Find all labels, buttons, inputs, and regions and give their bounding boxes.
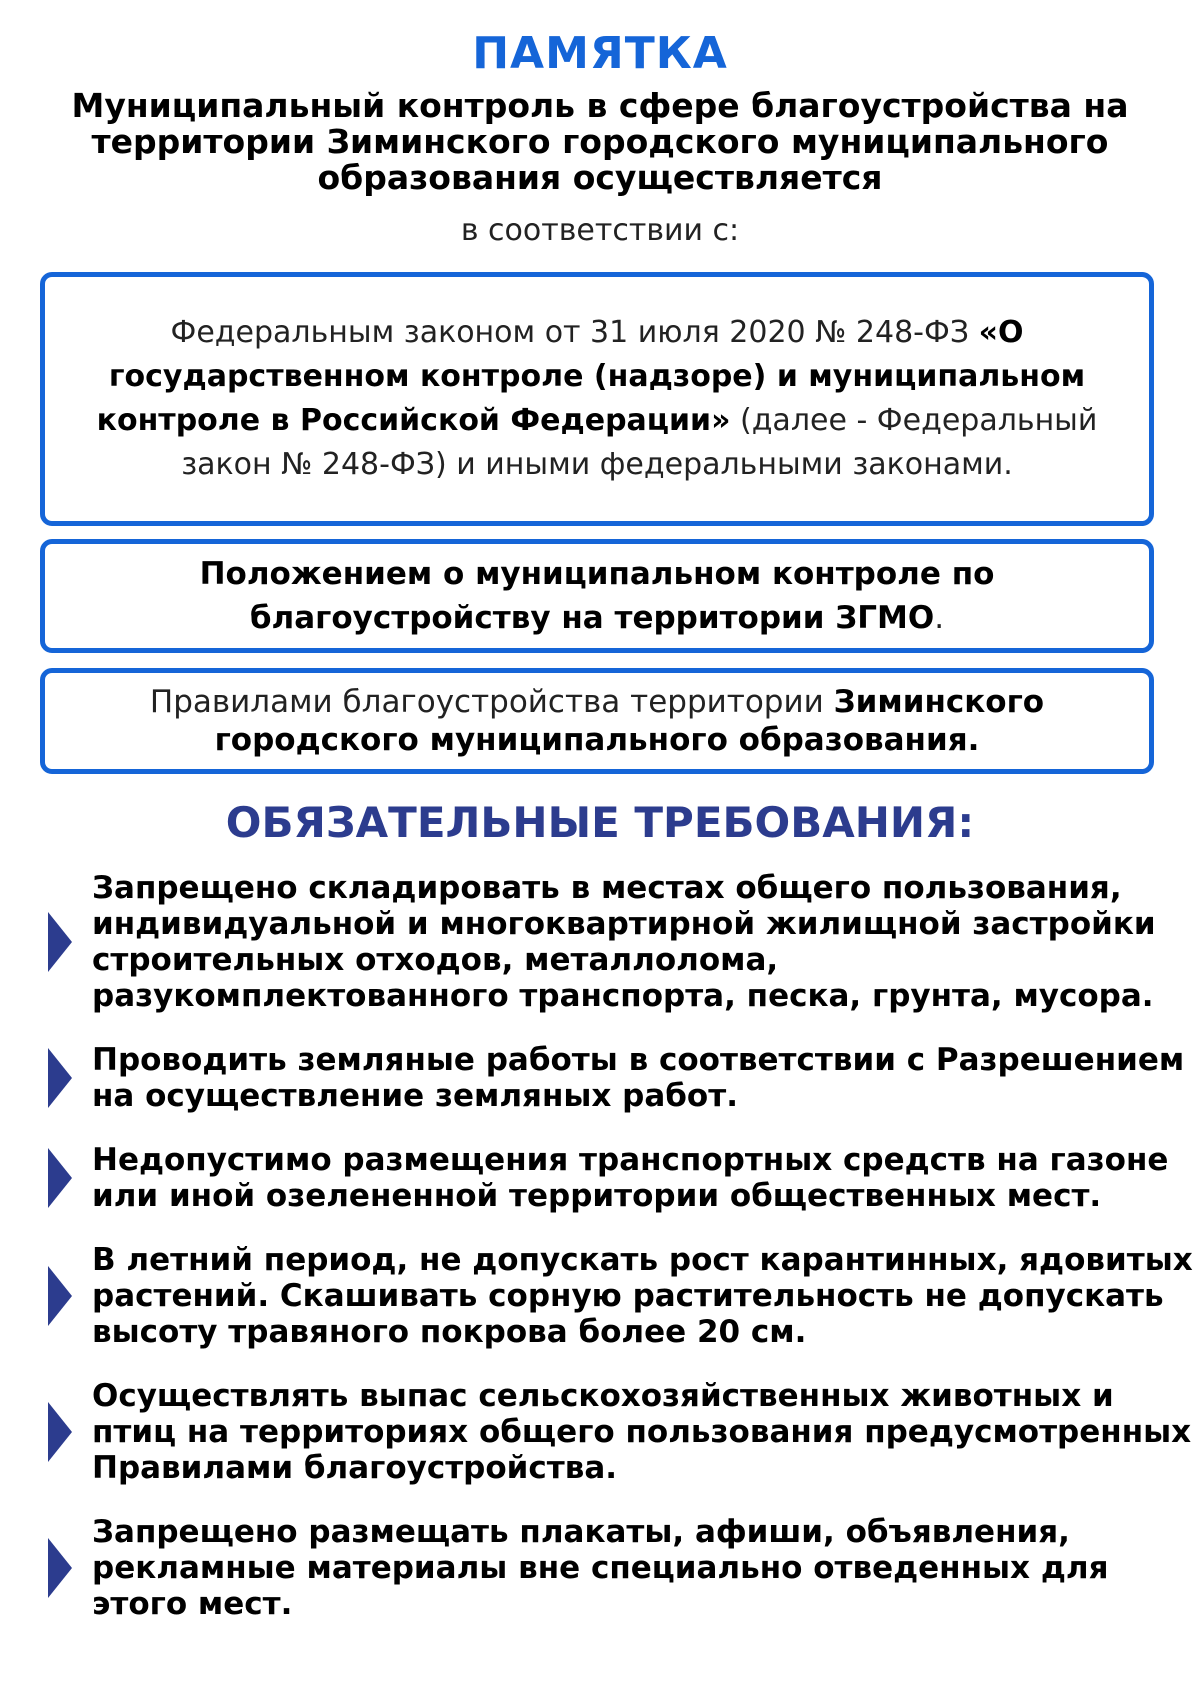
- requirements-heading: ОБЯЗАТЕЛЬНЫЕ ТРЕБОВАНИЯ:: [225, 798, 975, 847]
- triangle-arrow-icon: [48, 1048, 72, 1108]
- regulation-tail: .: [934, 600, 945, 636]
- triangle-arrow-icon: [48, 1148, 72, 1208]
- requirement-item: [44, 870, 1194, 1014]
- federal-law-name: «О государственном контроле (надзоре) и муниципальном контроле в Российской Федерации»: [96, 315, 1086, 438]
- requirement-text: Запрещено размещать плакаты, афиши, объявления, рекламные материалы вне специально отведенных для этого мест.: [92, 1514, 1109, 1622]
- requirement-item: [44, 1514, 1194, 1622]
- triangle-arrow-icon: [48, 1538, 72, 1598]
- regulation-box: [40, 539, 1154, 653]
- regulation-paragraph: [65, 552, 1129, 640]
- requirement-item: [44, 1042, 1194, 1114]
- federal-law-box: [40, 272, 1154, 526]
- rules-name: Зиминского городского муниципального образования.: [214, 684, 1045, 758]
- requirement-text: Недопустимо размещения транспортных средств на газоне или иной озелененной территории общественных мест.: [92, 1142, 1169, 1214]
- federal-law-tail: (далее - Федеральный закон № 248-ФЗ) и иными федеральными законами.: [181, 403, 1098, 482]
- triangle-arrow-icon: [48, 1402, 72, 1462]
- rules-box: [40, 668, 1154, 774]
- requirement-item: [44, 1142, 1194, 1214]
- page-subtitle: Муниципальный контроль в сфере благоустройства на территории Зиминского городского муниципального образования осуществляется: [71, 86, 1129, 197]
- requirement-text: Запрещено складировать в местах общего пользования, индивидуальной и многоквартирной жилищной застройки строительных отходов, металлолома, разукомплектованного транспорта, песка, грунта, мусора.: [92, 870, 1156, 1014]
- federal-law-lead: Федеральным законом от 31 июля 2020 № 248-ФЗ: [170, 315, 979, 350]
- regulation-name: Положением о муниципальном контроле по благоустройству на территории ЗГМО: [199, 556, 995, 636]
- requirement-item: [44, 1378, 1194, 1486]
- requirement-text: Проводить земляные работы в соответствии с Разрешением на осуществление земляных работ.: [92, 1042, 1185, 1114]
- rules-lead: Правилами благоустройства территории: [149, 684, 834, 720]
- requirement-text: Осуществлять выпас сельскохозяйственных животных и птиц на территориях общего пользования предусмотренных Правилами благоустройства.: [92, 1378, 1192, 1486]
- requirement-text: В летний период, не допускать рост карантинных, ядовитых растений. Скашивать сорную растительность не допускать высоту травяного покрова более 20 см.: [92, 1242, 1193, 1350]
- federal-law-paragraph: [65, 311, 1129, 487]
- requirements-list: [44, 870, 1194, 1650]
- intro-text: в соответствии с:: [460, 213, 740, 248]
- triangle-arrow-icon: [48, 1266, 72, 1326]
- requirement-item: [44, 1242, 1194, 1350]
- rules-paragraph: [65, 683, 1129, 759]
- triangle-arrow-icon: [48, 912, 72, 972]
- page-title: ПАМЯТКА: [472, 28, 728, 79]
